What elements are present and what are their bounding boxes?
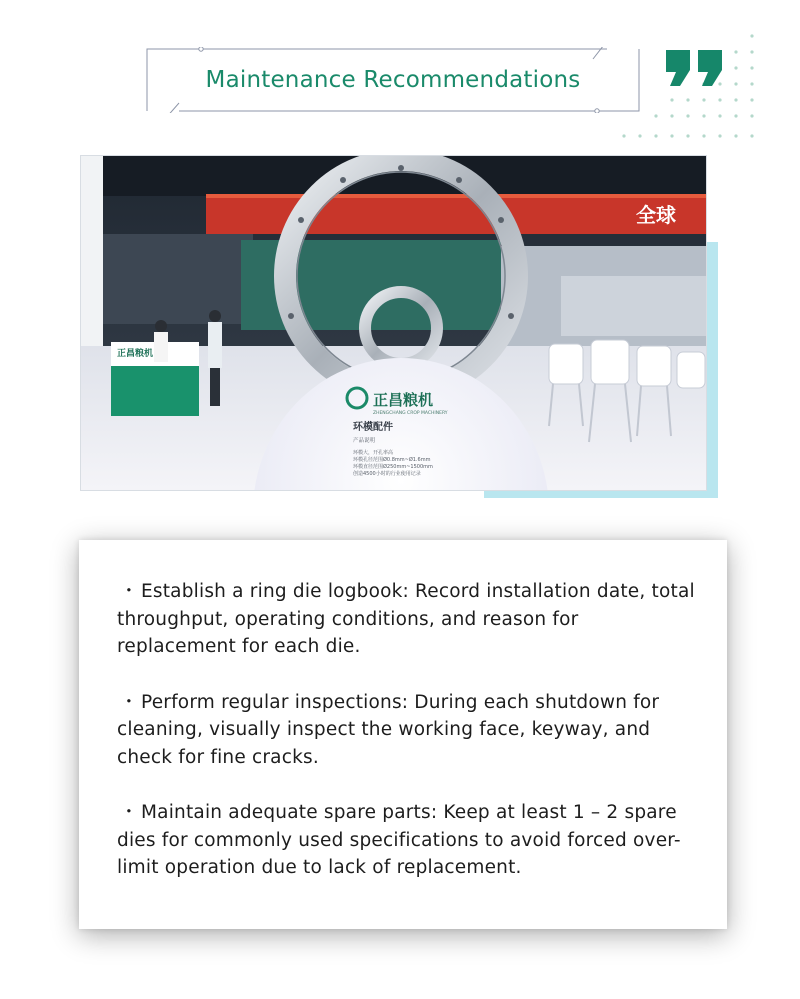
banner-right-text: 全球 [636,203,676,227]
bullet: ・ [119,691,139,713]
recommendations-card [79,540,727,929]
sign-brand: 正昌粮机 [373,391,434,409]
list-item-text: Establish a ring die logbook: Record installation date, total throughput, operating conditions, and reason for replacement for each die. [117,581,695,657]
list-item [117,578,697,661]
title-frame [145,47,641,113]
sign-subtitle: 产品说明 [353,438,376,444]
list-item-text: Perform regular inspections: During each shutdown for cleaning, visually inspect the working face, keyway, and check for fine cracks. [117,691,660,768]
dot-grid [620,32,760,144]
list-item [117,689,697,772]
sign-brand-en: ZHENGCHANG CROP MACHINERY [373,411,448,416]
booth-sign-text: 正昌粮机 [117,349,154,359]
bullet: ・ [119,581,139,602]
list-item [117,799,697,882]
sign-title: 环模配件 [353,422,393,433]
exhibition-photo [81,156,706,490]
recommendations-list [79,540,727,882]
sign-line: 环模直径范围Ø250mm~1500mm [353,464,433,470]
bullet: ・ [119,802,139,823]
sign-line: 创造4500小时的行业使用记录 [353,471,421,477]
page-title: Maintenance Recommendations [205,67,581,93]
quote-marks-icon [666,50,724,86]
sign-line: 环模大，开孔率高 [353,450,394,456]
sign-line: 环模孔径范围Ø0.8mm~Ø1.6mm [353,457,431,463]
list-item-text: Maintain adequate spare parts: Keep at least 1 – 2 spare dies for commonly used specifications to avoid forced over-limit operation due to lack of replacement. [117,802,681,878]
